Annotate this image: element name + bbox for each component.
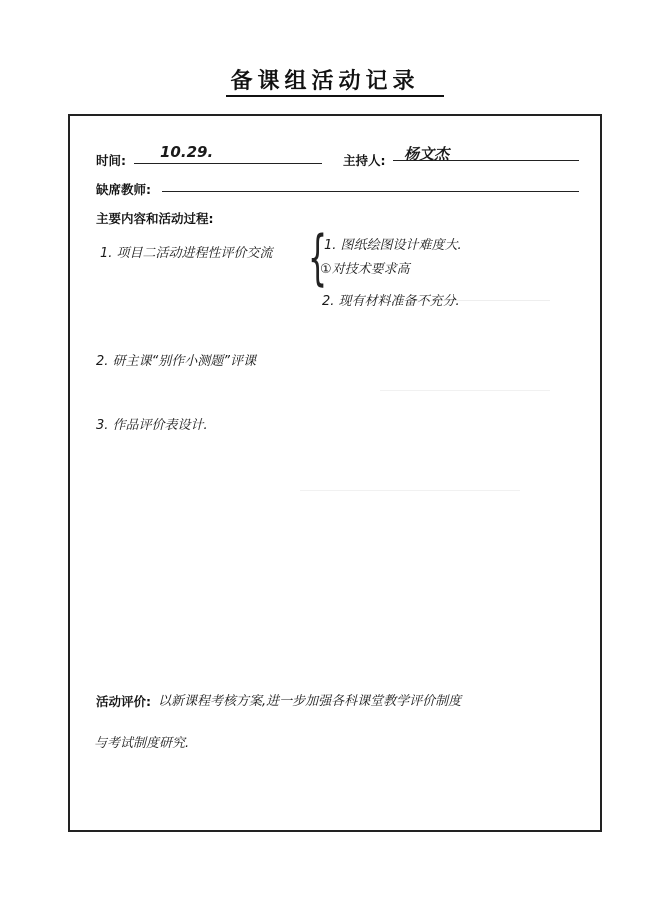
brace-mark: { bbox=[308, 223, 328, 293]
host-label: 主持人: bbox=[343, 153, 386, 168]
page-title: 备课组活动记录 bbox=[230, 69, 420, 94]
evaluation-text-line2: 与考试制度研究. bbox=[94, 736, 190, 751]
title-underline bbox=[226, 95, 444, 97]
list-item: 2. 研主课“别作小测题”评课 bbox=[96, 354, 257, 369]
content-label: 主要内容和活动过程: bbox=[96, 211, 214, 226]
time-value: 10.29. bbox=[160, 143, 214, 161]
list-item: 1. 图纸绘图设计难度大. bbox=[324, 238, 462, 253]
evaluation-label: 活动评价: bbox=[96, 694, 151, 709]
list-item: ①对技术要求高 bbox=[320, 262, 410, 277]
bleed-through-mark bbox=[300, 490, 520, 492]
absent-label: 缺席教师: bbox=[96, 182, 151, 197]
time-underline bbox=[134, 163, 322, 164]
time-label: 时间: bbox=[96, 153, 126, 168]
evaluation-text-line1: 以新课程考核方案,进一步加强各科课堂教学评价制度 bbox=[158, 694, 462, 709]
list-item: 3. 作品评价表设计. bbox=[96, 418, 208, 433]
list-item: 1. 项目二活动进程性评价交流 bbox=[100, 246, 273, 261]
list-item: 2. 现有材料准备不充分. bbox=[322, 294, 460, 309]
absent-underline bbox=[162, 191, 579, 192]
host-value: 杨文杰 bbox=[404, 145, 450, 163]
bleed-through-mark bbox=[380, 390, 550, 392]
